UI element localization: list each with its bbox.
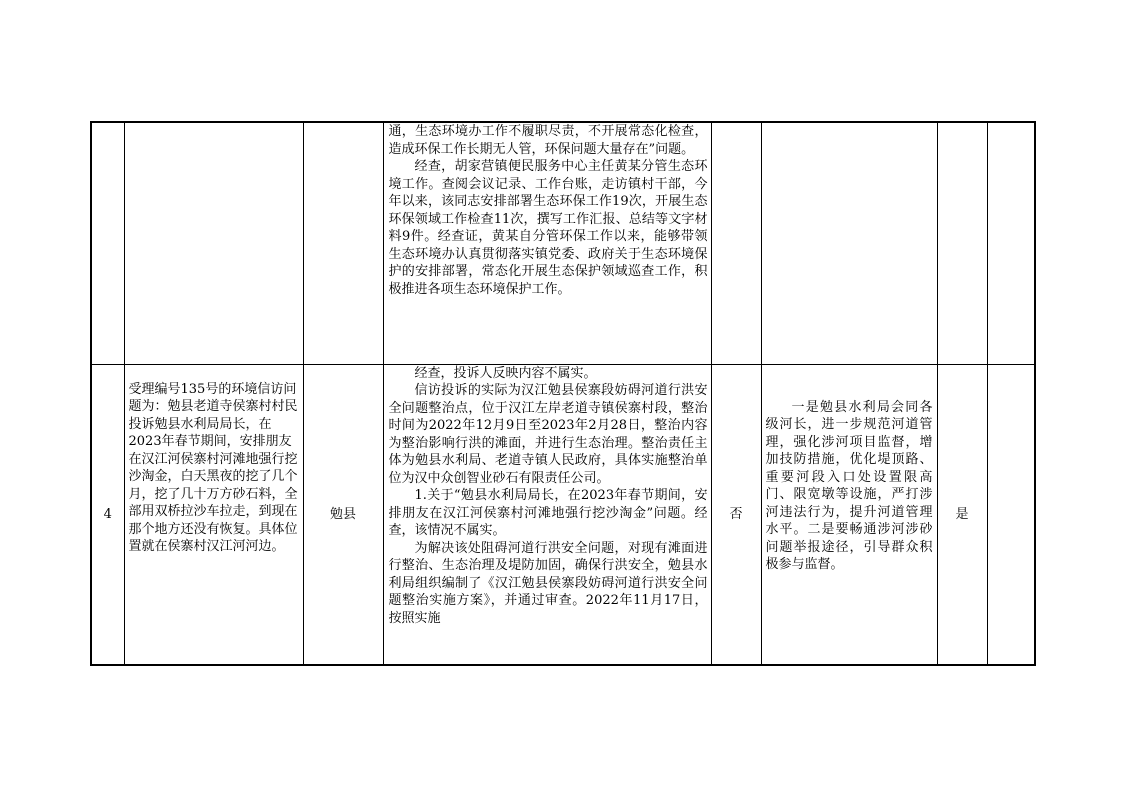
cell-region: 勉县 (303, 364, 383, 665)
cell-complaint: 受理编号135号的环境信访问题为：勉县老道寺侯寨村村民投诉勉县水利局局长，在2023年春节期间，安排朋友在汉江河侯寨村河滩地强行挖沙淘金，白天黑夜的挖了几个月，挖了几十万方砂石料，全部用双桥拉沙车拉走，到现在那个地方还没有恢复。具体位置就在侯寨村汉江河河边。 (124, 364, 303, 665)
investigation-paragraph: 通，生态环境办工作不履职尽责，不开展常态化检查，造成环保工作长期无人管，环保问题大量存在”问题。 (388, 124, 708, 157)
cell-extra (987, 122, 1035, 364)
table-row-4 (91, 364, 1035, 665)
cell-verdict (711, 122, 761, 364)
investigation-paragraph: 信访投诉的实际为汉江勉县侯寨段妨碍河道行洪安全问题整治点，位于汉江左岸老道寺镇侯寨村段，整治时间为2022年12月9日至2023年2月28日，整治内容为整治影响行洪的滩面，并进行生态治理。整治责任主体为勉县水利局、老道寺镇人民政府，具体实施整治单位为汉中众创智业砂石有限责任公司。 (388, 383, 708, 486)
cell-measures (761, 364, 937, 665)
table-row-continued (91, 122, 1035, 364)
investigation-paragraph: 经查，胡家营镇便民服务中心主任黄某分管生态环境工作。查阅会议记录、工作台账，走访镇村干部，今年以来，该同志安排部署生态环保工作19次，开展生态环保领域工作检查11次，撰写工作汇报、总结等文字材料9件。经查证，黄某自分管环保工作以来，能够带领生态环境办认真贯彻落实镇党委、政府关于生态环境保护的安排部署，常态化开展生态保护领域巡查工作，积极推进各项生态环境保护工作。 (388, 159, 708, 297)
cell-number: 4 (91, 364, 124, 665)
investigation-paragraph: 1.关于“勉县水利局局长，在2023年春节期间，安排朋友在汉江河侯寨村河滩地强行挖沙淘金”问题。经查，该情况不属实。 (388, 488, 708, 538)
measures-text: 一是勉县水利局会同各级河长，进一步规范河道管理，强化涉河项目监督，增加技防措施，优化堤顶路、重要河段入口处设置限高门、限宽墩等设施，严打涉河违法行为，提升河道管理水平。二是要畅通涉河涉砂问题举报途径，引导群众积极参与监督。 (765, 399, 933, 572)
cell-measures (761, 122, 937, 364)
cell-closed: 是 (937, 364, 987, 665)
cell-extra (987, 364, 1035, 665)
cell-region (303, 122, 383, 364)
cell-complaint (124, 122, 303, 364)
complaint-table (90, 121, 1036, 666)
investigation-paragraph: 经查，投诉人反映内容不属实。 (414, 365, 597, 381)
cell-number (91, 122, 124, 364)
cell-investigation (383, 364, 711, 665)
cell-verdict: 否 (711, 364, 761, 665)
cell-closed (937, 122, 987, 364)
investigation-paragraph: 为解决该处阻碍河道行洪安全问题，对现有滩面进行整治、生态治理及堤防加固，确保行洪安全，勉县水利局组织编制了《汉江勉县侯寨段妨碍河道行洪安全问题整治实施方案》，并通过审查。2022年11月17日，按照实施 (388, 540, 708, 626)
cell-investigation (383, 122, 711, 364)
